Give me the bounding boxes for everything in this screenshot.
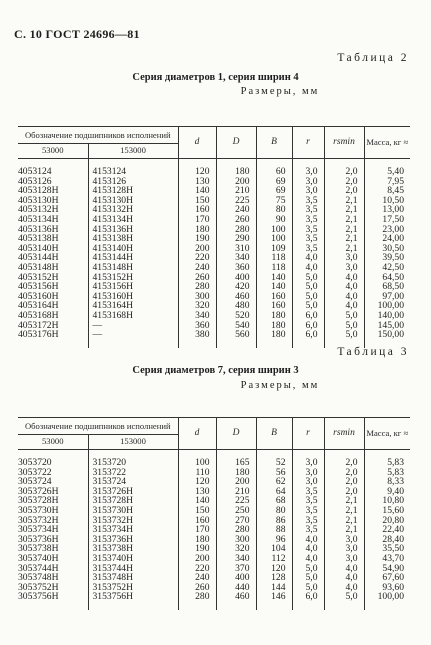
table-cell: 23,00	[364, 225, 410, 235]
designation-header: Обозначение подшипников исполнений	[18, 418, 178, 435]
table-cell: 3153724	[88, 477, 178, 487]
table-cell: 160	[256, 292, 292, 302]
table-cell: 3053744Н	[18, 562, 59, 574]
r-header: r	[292, 418, 324, 450]
table-cell: 540	[216, 321, 256, 331]
table-cell: 5,0	[292, 292, 324, 302]
table-cell: 5,0	[292, 282, 324, 292]
table-cell: 4053134Н	[18, 213, 59, 225]
table-cell: 140	[256, 282, 292, 292]
table-cell: 4,0	[324, 583, 364, 593]
table-cell: 3,0	[324, 544, 364, 554]
table-cell: 260	[178, 273, 216, 283]
table-cell: 3153726Н	[88, 487, 178, 497]
table-cell: 2,0	[324, 458, 364, 468]
table-cell: 280	[178, 592, 216, 602]
table-cell: 42,50	[364, 263, 410, 273]
table-cell: 460	[216, 592, 256, 602]
table-cell: 460	[216, 292, 256, 302]
table-cell: 400	[216, 273, 256, 283]
table-cell: 4053130Н	[18, 194, 59, 206]
table-cell: 120	[178, 477, 216, 487]
table-cell: 260	[216, 215, 256, 225]
series-title: Серия диаметров 7, серия ширин 3	[132, 365, 299, 376]
table-cell: 280	[178, 282, 216, 292]
table-cell: 2,0	[324, 167, 364, 177]
table-cell: 4153126	[88, 177, 178, 187]
table-cell: 180	[216, 167, 256, 177]
table-cell: 28,40	[364, 535, 410, 545]
table-cell: 270	[216, 516, 256, 526]
table-cell: 62	[256, 477, 292, 487]
table-cell: 15,60	[364, 506, 410, 516]
table-cell: 210	[216, 186, 256, 196]
table-cell: 4153136Н	[88, 225, 178, 235]
table-cell: 4053168Н	[18, 309, 59, 321]
table-cell: 3,5	[292, 506, 324, 516]
table-cell: —	[88, 330, 178, 340]
table-cell: 3053748Н	[18, 572, 59, 584]
table-cell: 3,5	[292, 196, 324, 206]
table-cell: 310	[216, 244, 256, 254]
table-cell: 6,0	[292, 311, 324, 321]
table-cell: 320	[216, 544, 256, 554]
bearing-table	[18, 417, 410, 610]
table-cell: 3153732Н	[88, 516, 178, 526]
table-cell: 4153132Н	[88, 205, 178, 215]
table-cell: 2,1	[324, 215, 364, 225]
table-cell: 52	[256, 458, 292, 468]
table-cell: 69	[256, 186, 292, 196]
table-cell: 200	[178, 554, 216, 564]
table-cell: 340	[216, 554, 256, 564]
table-cell: 170	[178, 525, 216, 535]
mass-header: Масса, кг ≈	[364, 127, 410, 159]
table-cell: 4053124	[18, 166, 52, 177]
table-cell: 180	[256, 311, 292, 321]
table-cell: 2,1	[324, 234, 364, 244]
table-cell: 64	[256, 487, 292, 497]
table-cell: 3,5	[292, 225, 324, 235]
table-cell: 3153722	[88, 468, 178, 478]
table-cell: 100	[256, 225, 292, 235]
table-cell: 2,1	[324, 205, 364, 215]
table-cell: 160	[178, 205, 216, 215]
table-cell: 165	[216, 458, 256, 468]
table-cell: 110	[178, 468, 216, 478]
table-cell: 4053138Н	[18, 233, 59, 245]
table-cell: 190	[178, 544, 216, 554]
mass-header: Масса, кг ≈	[364, 418, 410, 450]
table-body	[18, 450, 410, 610]
table-cell: 340	[178, 311, 216, 321]
table-cell: 2,0	[324, 177, 364, 187]
table-cell: 3,5	[292, 487, 324, 497]
table-cell: 290	[216, 234, 256, 244]
table-cell: 146	[256, 592, 292, 602]
table-cell: 130	[178, 177, 216, 187]
table-cell: 5,0	[324, 311, 364, 321]
table-cell: 2,1	[324, 196, 364, 206]
table-cell: 145,00	[364, 321, 410, 331]
table-cell: 4153160Н	[88, 292, 178, 302]
table-cell: 3153720	[88, 458, 178, 468]
table-cell: 67,60	[364, 573, 410, 583]
outer-d-header: D	[216, 127, 256, 159]
table-cell: 3053730Н	[18, 504, 59, 516]
table-cell: 4153134Н	[88, 215, 178, 225]
table-cell: 104	[256, 544, 292, 554]
table-cell: 440	[216, 583, 256, 593]
table-cell: 2,1	[324, 516, 364, 526]
table-cell: 3,0	[324, 535, 364, 545]
table-cell: 210	[216, 487, 256, 497]
table-cell: 7,95	[364, 177, 410, 187]
table-cell: 5,0	[292, 273, 324, 283]
table-cell: 2,1	[324, 496, 364, 506]
table-cell: 56	[256, 468, 292, 478]
table-cell: 3053720	[18, 457, 52, 468]
table-cell: 9,40	[364, 487, 410, 497]
table-cell: 39,50	[364, 253, 410, 263]
table-cell: 120	[178, 167, 216, 177]
rsmin-header: rsmin	[324, 127, 364, 159]
table-cell: 4153128Н	[88, 186, 178, 196]
table-cell: 140,00	[364, 311, 410, 321]
table-cell: 13,00	[364, 205, 410, 215]
table-cell: 68	[256, 496, 292, 506]
table-cell: 97,00	[364, 292, 410, 302]
table-cell: 4053144Н	[18, 252, 59, 264]
table-cell: 250	[216, 506, 256, 516]
table-cell: 4,0	[324, 282, 364, 292]
table-cell: 3,0	[292, 167, 324, 177]
table-cell: 420	[216, 282, 256, 292]
table-cell: 3153740Н	[88, 554, 178, 564]
table-cell: 4153124	[88, 167, 178, 177]
table-cell: 2,1	[324, 506, 364, 516]
table-cell: 320	[178, 301, 216, 311]
table-cell: 10,80	[364, 496, 410, 506]
table-cell: 180	[256, 330, 292, 340]
bearing-table	[18, 126, 410, 348]
table-cell: 3,0	[292, 477, 324, 487]
table-cell: 150	[178, 196, 216, 206]
table-cell: 69	[256, 177, 292, 187]
table-cell: 3,5	[292, 215, 324, 225]
table-cell: 140	[256, 273, 292, 283]
table-cell: 4,0	[324, 573, 364, 583]
table-cell: 180	[178, 535, 216, 545]
table-cell: 220	[178, 253, 216, 263]
table-cell: 5,0	[292, 564, 324, 574]
table-cell: 240	[178, 573, 216, 583]
table-cell: 200	[178, 244, 216, 254]
table-cell: 4053126	[18, 175, 52, 187]
table-cell: 5,0	[292, 573, 324, 583]
table-cell: 3,0	[324, 554, 364, 564]
table-cell: 4,0	[292, 263, 324, 273]
table-cell: 3053722	[18, 466, 52, 478]
table-cell: 180	[256, 321, 292, 331]
table-cell: 3053756Н	[18, 591, 59, 603]
table-cell: 5,83	[364, 468, 410, 478]
table-cell: 3053724	[18, 476, 52, 488]
table-cell: 180	[178, 225, 216, 235]
rsmin-header: rsmin	[324, 418, 364, 450]
table-cell: 200	[216, 477, 256, 487]
table-cell: 4153130Н	[88, 196, 178, 206]
table-cell: 3153738Н	[88, 544, 178, 554]
table-label: Таблица 3	[337, 346, 409, 358]
table-cell: 109	[256, 244, 292, 254]
table-cell: 3053752Н	[18, 581, 59, 593]
table-cell: 35,50	[364, 544, 410, 554]
table-cell: 2,0	[324, 468, 364, 478]
table-cell: 3153748Н	[88, 573, 178, 583]
table-cell: 380	[178, 330, 216, 340]
table-cell: 360	[178, 321, 216, 331]
table-cell: 118	[256, 253, 292, 263]
table-cell: 200	[216, 177, 256, 187]
table-cell: 300	[216, 535, 256, 545]
table-cell: 370	[216, 564, 256, 574]
table-cell: 220	[178, 564, 216, 574]
table-cell: 100,00	[364, 301, 410, 311]
table-cell: 3053734Н	[18, 524, 59, 536]
table-cell: 3153744Н	[88, 564, 178, 574]
table-cell: 4,0	[324, 292, 364, 302]
table-cell: 240	[178, 263, 216, 273]
table-cell: 260	[178, 583, 216, 593]
table-cell: 520	[216, 311, 256, 321]
table-cell: 6,0	[292, 330, 324, 340]
table-cell: 4053148Н	[18, 261, 59, 273]
table-cell: 3,0	[324, 253, 364, 263]
sizes-label: Размеры, мм	[240, 380, 320, 391]
designation-header: Обозначение подшипников исполнений	[18, 127, 178, 144]
table-cell: 6,0	[292, 321, 324, 331]
table-cell: 4053160Н	[18, 290, 59, 302]
table-cell: 180	[216, 468, 256, 478]
table-cell: 3153728Н	[88, 496, 178, 506]
table-cell: 3,0	[292, 468, 324, 478]
table-cell: 6,0	[292, 592, 324, 602]
table-cell: 60	[256, 167, 292, 177]
table-cell: 4,0	[324, 301, 364, 311]
table-cell: 5,0	[292, 301, 324, 311]
table-cell: 3153730Н	[88, 506, 178, 516]
table-cell: 100	[178, 458, 216, 468]
table-row	[18, 592, 410, 602]
table-cell: 2,0	[324, 477, 364, 487]
table-body	[18, 159, 410, 348]
table-cell: 560	[216, 330, 256, 340]
table-cell: 4053176Н	[18, 329, 59, 341]
table-cell: 160	[256, 301, 292, 311]
table-cell: 360	[216, 263, 256, 273]
table-cell: 90	[256, 215, 292, 225]
table-cell: 3,5	[292, 205, 324, 215]
table-cell: 4153148Н	[88, 263, 178, 273]
table-cell: 5,0	[324, 330, 364, 340]
table-cell: 150,00	[364, 330, 410, 340]
table-cell: 43,70	[364, 554, 410, 564]
variant-a-header: 53000	[18, 435, 88, 450]
table-cell: 112	[256, 554, 292, 564]
table-cell: 4053140Н	[18, 242, 59, 254]
table-cell: 225	[216, 496, 256, 506]
table-cell: 170	[178, 215, 216, 225]
outer-d-header: D	[216, 418, 256, 450]
table-cell: 20,80	[364, 516, 410, 526]
table-cell: 3153736Н	[88, 535, 178, 545]
table-cell: 120	[256, 564, 292, 574]
table-cell: 8,33	[364, 477, 410, 487]
table-cell: 4153138Н	[88, 234, 178, 244]
table-cell: 4,0	[292, 535, 324, 545]
table-cell: 4153164Н	[88, 301, 178, 311]
table-cell: 2,0	[324, 487, 364, 497]
table-cell: 80	[256, 205, 292, 215]
table-cell: 96	[256, 535, 292, 545]
table-cell: 3,0	[292, 177, 324, 187]
table-cell: 86	[256, 516, 292, 526]
table-cell: 3053728Н	[18, 495, 59, 507]
table-cell: 3053738Н	[18, 543, 59, 555]
table-cell: 100	[256, 234, 292, 244]
table-cell: 3053732Н	[18, 514, 59, 526]
table-cell: 100,00	[364, 592, 410, 602]
table-cell: 4153168Н	[88, 311, 178, 321]
table-cell: 4053128Н	[18, 185, 59, 197]
b-header: B	[256, 127, 292, 159]
table-cell: 300	[178, 292, 216, 302]
table-cell: 225	[216, 196, 256, 206]
table-cell: 8,45	[364, 186, 410, 196]
table-cell: —	[88, 321, 178, 331]
table-cell: 3,5	[292, 234, 324, 244]
sizes-label: Размеры, мм	[240, 86, 320, 97]
table-cell: 3,0	[292, 458, 324, 468]
table-cell: 340	[216, 253, 256, 263]
table-cell: 54,90	[364, 564, 410, 574]
table-cell: 24,00	[364, 234, 410, 244]
page-header: С. 10 ГОСТ 24696—81	[14, 27, 140, 41]
d-header: d	[178, 418, 216, 450]
table-cell: 2,0	[324, 186, 364, 196]
table-cell: 4053136Н	[18, 223, 59, 235]
table-cell: 4,0	[292, 253, 324, 263]
table-cell: 144	[256, 583, 292, 593]
table-cell: 3153752Н	[88, 583, 178, 593]
table-cell: 4053172Н	[18, 319, 59, 331]
table-cell: 4153144Н	[88, 253, 178, 263]
table-cell: 4053132Н	[18, 204, 59, 216]
variant-b-header: 153000	[88, 435, 178, 450]
table-cell: 150	[178, 506, 216, 516]
variant-b-header: 153000	[88, 144, 178, 159]
table-cell: 2,1	[324, 244, 364, 254]
b-header: B	[256, 418, 292, 450]
table-cell: 64,50	[364, 273, 410, 283]
table-cell: 10,50	[364, 196, 410, 206]
table-cell: 2,1	[324, 225, 364, 235]
table-cell: 5,0	[324, 321, 364, 331]
variant-a-header: 53000	[18, 144, 88, 159]
table-cell: 3,5	[292, 496, 324, 506]
table-cell: 140	[178, 186, 216, 196]
table-cell: 3153734Н	[88, 525, 178, 535]
table-cell: 240	[216, 205, 256, 215]
table-cell: 2,1	[324, 525, 364, 535]
table-cell: 3053740Н	[18, 552, 59, 564]
table-cell: 3,5	[292, 244, 324, 254]
table-cell: 75	[256, 196, 292, 206]
table-cell: 4053164Н	[18, 300, 59, 312]
table-cell: 130	[178, 487, 216, 497]
d-header: d	[178, 127, 216, 159]
table-cell: 30,50	[364, 244, 410, 254]
table-cell: 3,5	[292, 525, 324, 535]
table-cell: 4,0	[292, 544, 324, 554]
table-cell: 4153156Н	[88, 282, 178, 292]
table-cell: 118	[256, 263, 292, 273]
table-cell: 68,50	[364, 282, 410, 292]
table-cell: 22,40	[364, 525, 410, 535]
table-cell: 280	[216, 525, 256, 535]
table-cell: 4053156Н	[18, 281, 59, 293]
table-cell: 4,0	[324, 564, 364, 574]
table-cell: 160	[178, 516, 216, 526]
table-cell: 400	[216, 573, 256, 583]
table-cell: 190	[178, 234, 216, 244]
table-cell: 140	[178, 496, 216, 506]
table-cell: 88	[256, 525, 292, 535]
table-cell: 3,5	[292, 516, 324, 526]
table-cell: 5,0	[292, 583, 324, 593]
table-cell: 480	[216, 301, 256, 311]
table-cell: 5,83	[364, 458, 410, 468]
table-cell: 4,0	[292, 554, 324, 564]
table-cell: 128	[256, 573, 292, 583]
table-cell: 4153152Н	[88, 273, 178, 283]
table-cell: 3053726Н	[18, 485, 59, 497]
table-cell: 4153140Н	[88, 244, 178, 254]
r-header: r	[292, 127, 324, 159]
series-title: Серия диаметров 1, серия ширин 4	[132, 72, 299, 83]
table-cell: 5,0	[324, 592, 364, 602]
table-cell: 80	[256, 506, 292, 516]
table-cell: 4053152Н	[18, 271, 59, 283]
table-cell: 3053736Н	[18, 533, 59, 545]
table-cell: 3,0	[324, 263, 364, 273]
table-cell: 17,50	[364, 215, 410, 225]
table-cell: 3153756Н	[88, 592, 178, 602]
table-label: Таблица 2	[337, 52, 409, 64]
table-cell: 280	[216, 225, 256, 235]
table-cell: 3,0	[292, 186, 324, 196]
table-cell: 4,0	[324, 273, 364, 283]
table-cell: 5,40	[364, 167, 410, 177]
table-row	[18, 330, 410, 340]
table-cell: 93,60	[364, 583, 410, 593]
